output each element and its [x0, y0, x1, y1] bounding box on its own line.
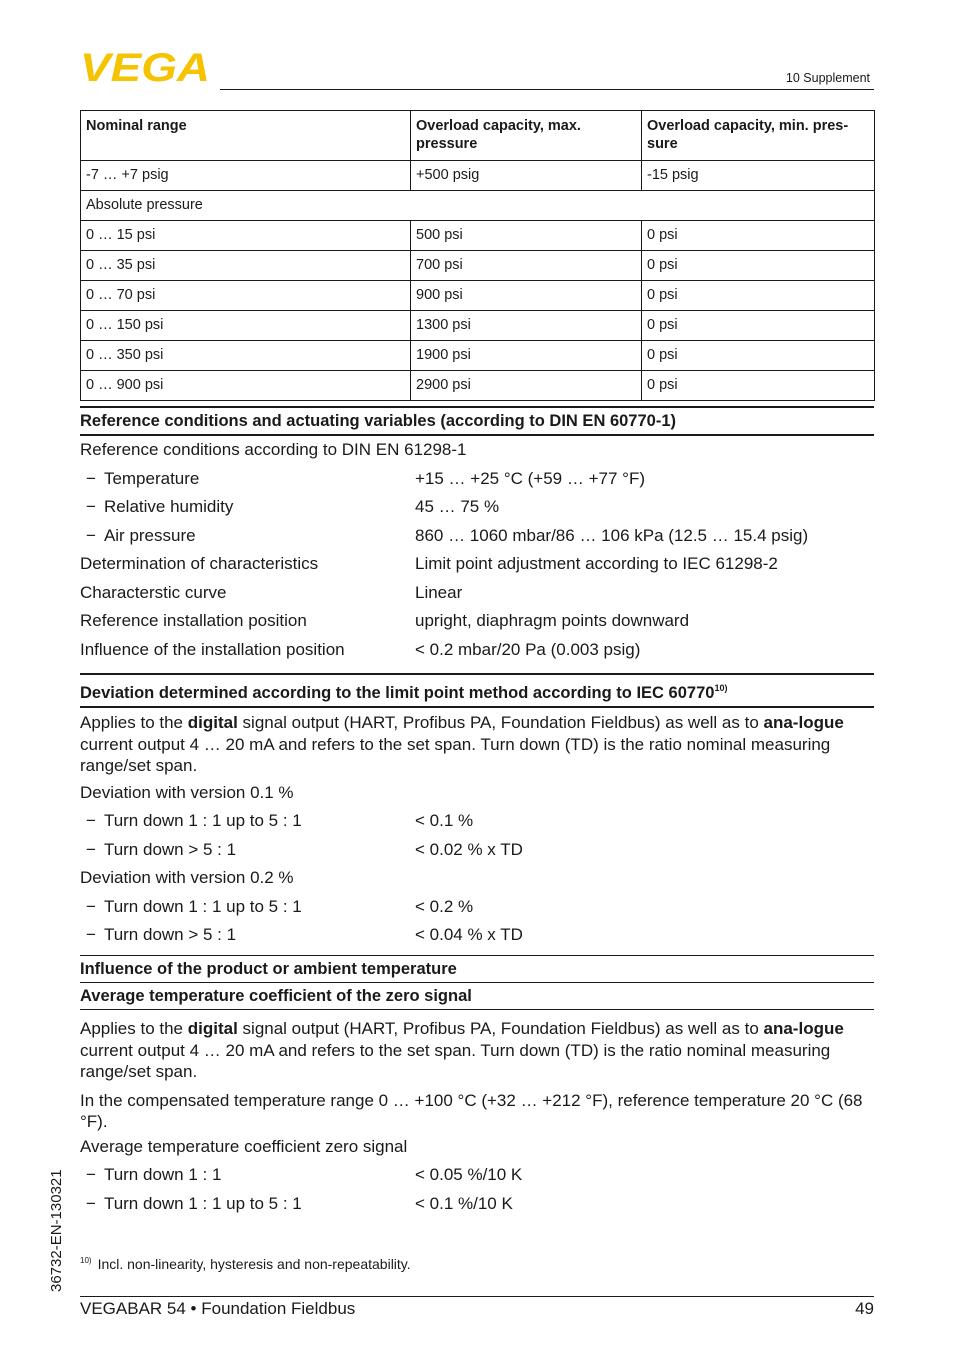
table-cell: 700 psi	[411, 251, 642, 281]
footnote-ref: 10)	[714, 683, 728, 693]
page-number: 49	[855, 1299, 874, 1318]
table-cell: 0 psi	[642, 341, 875, 371]
spec-row	[80, 1190, 874, 1219]
spec-value: < 0.04 % x TD	[415, 925, 523, 945]
svg-text:VEGA: VEGA	[80, 50, 210, 84]
paragraph: Applies to the digital signal output (HART, Profibus PA, Foundation Fieldbus) as well as to ana-logue current output 4 … 20 mA and refers to the set span. Turn down (TD) is the ratio nominal measuring range/set span.	[80, 713, 844, 775]
spec-row	[80, 436, 874, 465]
table-cell: +500 psig	[411, 161, 642, 191]
footnote-mark: 10)	[80, 1256, 92, 1265]
section-label: 10 Supplement	[785, 71, 870, 85]
table-cell: -7 … +7 psig	[81, 161, 411, 191]
spec-label: Average temperature coefficient zero signal	[80, 1136, 408, 1156]
spec-value: upright, diaphragm points downward	[415, 611, 690, 631]
spec-key: Reference installation position	[80, 611, 307, 631]
table-cell: 0 psi	[642, 221, 875, 251]
spec-label: Deviation with version 0.1 %	[80, 782, 294, 802]
table-cell: 0 psi	[642, 311, 875, 341]
paragraph: In the compensated temperature range 0 … +100 °C (+32 … +212 °F), reference temperature 20 °C (68 °F).	[80, 1090, 863, 1131]
column-header: Overload capacity, max. pressure	[411, 111, 642, 161]
footer-title: VEGABAR 54 • Foundation Fieldbus	[80, 1299, 356, 1318]
spec-row	[80, 864, 874, 893]
spec-key: − Turn down > 5 : 1	[80, 840, 415, 860]
spec-row	[80, 465, 874, 494]
table-cell: 1900 psi	[411, 341, 642, 371]
spec-value: < 0.02 % x TD	[415, 839, 523, 859]
spec-row	[80, 921, 874, 950]
spec-value: Limit point adjustment according to IEC 61298-2	[415, 554, 778, 574]
spec-key: − Relative humidity	[80, 497, 415, 517]
spec-row	[80, 836, 874, 865]
spec-key: Determination of characteristics	[80, 554, 319, 574]
spec-row	[80, 550, 874, 579]
spec-value: Linear	[415, 582, 463, 602]
spec-key: − Turn down 1 : 1 up to 5 : 1	[80, 897, 415, 917]
table-cell: 2900 psi	[411, 371, 642, 401]
table-group-label: Absolute pressure	[81, 191, 875, 221]
table-row	[81, 311, 875, 341]
spec-value: 45 … 75 %	[415, 497, 500, 517]
spec-row	[80, 579, 874, 608]
footnote-text: Incl. non-linearity, hysteresis and non-repeatability.	[97, 1256, 411, 1272]
column-header: Nominal range	[81, 111, 411, 161]
table-row	[81, 281, 875, 311]
table-cell: 0 … 35 psi	[81, 251, 411, 281]
column-header: Overload capacity, min. pres-sure	[642, 111, 875, 161]
table-cell: 0 … 70 psi	[81, 281, 411, 311]
spec-row	[80, 779, 874, 808]
spec-row	[80, 636, 874, 665]
footnote	[80, 1256, 411, 1272]
section-title: Reference conditions and actuating variables (according to DIN EN 60770-1)	[80, 406, 874, 436]
table-cell: 0 … 900 psi	[81, 371, 411, 401]
spec-row	[80, 1133, 874, 1162]
table-row	[81, 221, 875, 251]
vega-logo	[80, 50, 212, 84]
spec-key: − Turn down 1 : 1 up to 5 : 1	[80, 1194, 415, 1214]
spec-intro: Reference conditions according to DIN EN 61298-1	[80, 440, 467, 460]
table-cell: 0 psi	[642, 251, 875, 281]
spec-row	[80, 607, 874, 636]
spec-row	[80, 522, 874, 551]
document-number: 36732-EN-130321	[48, 1169, 65, 1292]
spec-value: < 0.1 %/10 K	[415, 1193, 513, 1213]
spec-row	[80, 807, 874, 836]
spec-row	[80, 893, 874, 922]
spec-value: < 0.05 %/10 K	[415, 1165, 523, 1185]
table-cell: 0 … 15 psi	[81, 221, 411, 251]
table-row	[81, 341, 875, 371]
table-cell: -15 psig	[642, 161, 875, 191]
footer-rule	[80, 1296, 874, 1297]
table-cell: 0 psi	[642, 281, 875, 311]
spec-key: Characterstic curve	[80, 582, 227, 602]
table-cell: 1300 psi	[411, 311, 642, 341]
spec-key: − Temperature	[80, 469, 415, 489]
section-title: Deviation determined according to the limit point method according to IEC 60770$^{10)}$	[80, 673, 874, 708]
spec-key: − Turn down 1 : 1	[80, 1165, 415, 1185]
spec-value: 860 … 1060 mbar/86 … 106 kPa (12.5 … 15.4 psig)	[415, 525, 809, 545]
table-cell: 900 psi	[411, 281, 642, 311]
table-header-row	[81, 111, 875, 161]
table-cell: 0 psi	[642, 371, 875, 401]
paragraph: Applies to the digital signal output (HART, Profibus PA, Foundation Fieldbus) as well as to ana-logue current output 4 … 20 mA and refers to the set span. Turn down (TD) is the ratio nominal measuring range/set span.	[80, 1019, 844, 1081]
influence-section	[80, 955, 874, 1218]
spec-value: +15 … +25 °C (+59 … +77 °F)	[415, 468, 645, 488]
table-cell: 0 … 350 psi	[81, 341, 411, 371]
header-rule	[220, 89, 874, 90]
spec-value: < 0.2 %	[415, 896, 474, 916]
spec-key: − Air pressure	[80, 526, 415, 546]
spec-value: < 0.1 %	[415, 811, 474, 831]
table-group-row	[81, 191, 875, 221]
spec-row	[80, 1161, 874, 1190]
table-row	[81, 161, 875, 191]
spec-value: < 0.2 mbar/20 Pa (0.003 psig)	[415, 639, 641, 659]
deviation-section	[80, 673, 874, 950]
overload-table	[80, 110, 875, 401]
table-row	[81, 251, 875, 281]
spec-key: Influence of the installation position	[80, 639, 345, 659]
table-cell: 500 psi	[411, 221, 642, 251]
subsection-title: Average temperature coefficient of the zero signal	[80, 983, 874, 1010]
spec-row	[80, 493, 874, 522]
table-row	[81, 371, 875, 401]
reference-section	[80, 406, 874, 664]
spec-key: − Turn down > 5 : 1	[80, 925, 415, 945]
spec-label: Deviation with version 0.2 %	[80, 868, 294, 888]
spec-key: − Turn down 1 : 1 up to 5 : 1	[80, 811, 415, 831]
table-cell: 0 … 150 psi	[81, 311, 411, 341]
section-title: Influence of the product or ambient temperature	[80, 955, 874, 983]
